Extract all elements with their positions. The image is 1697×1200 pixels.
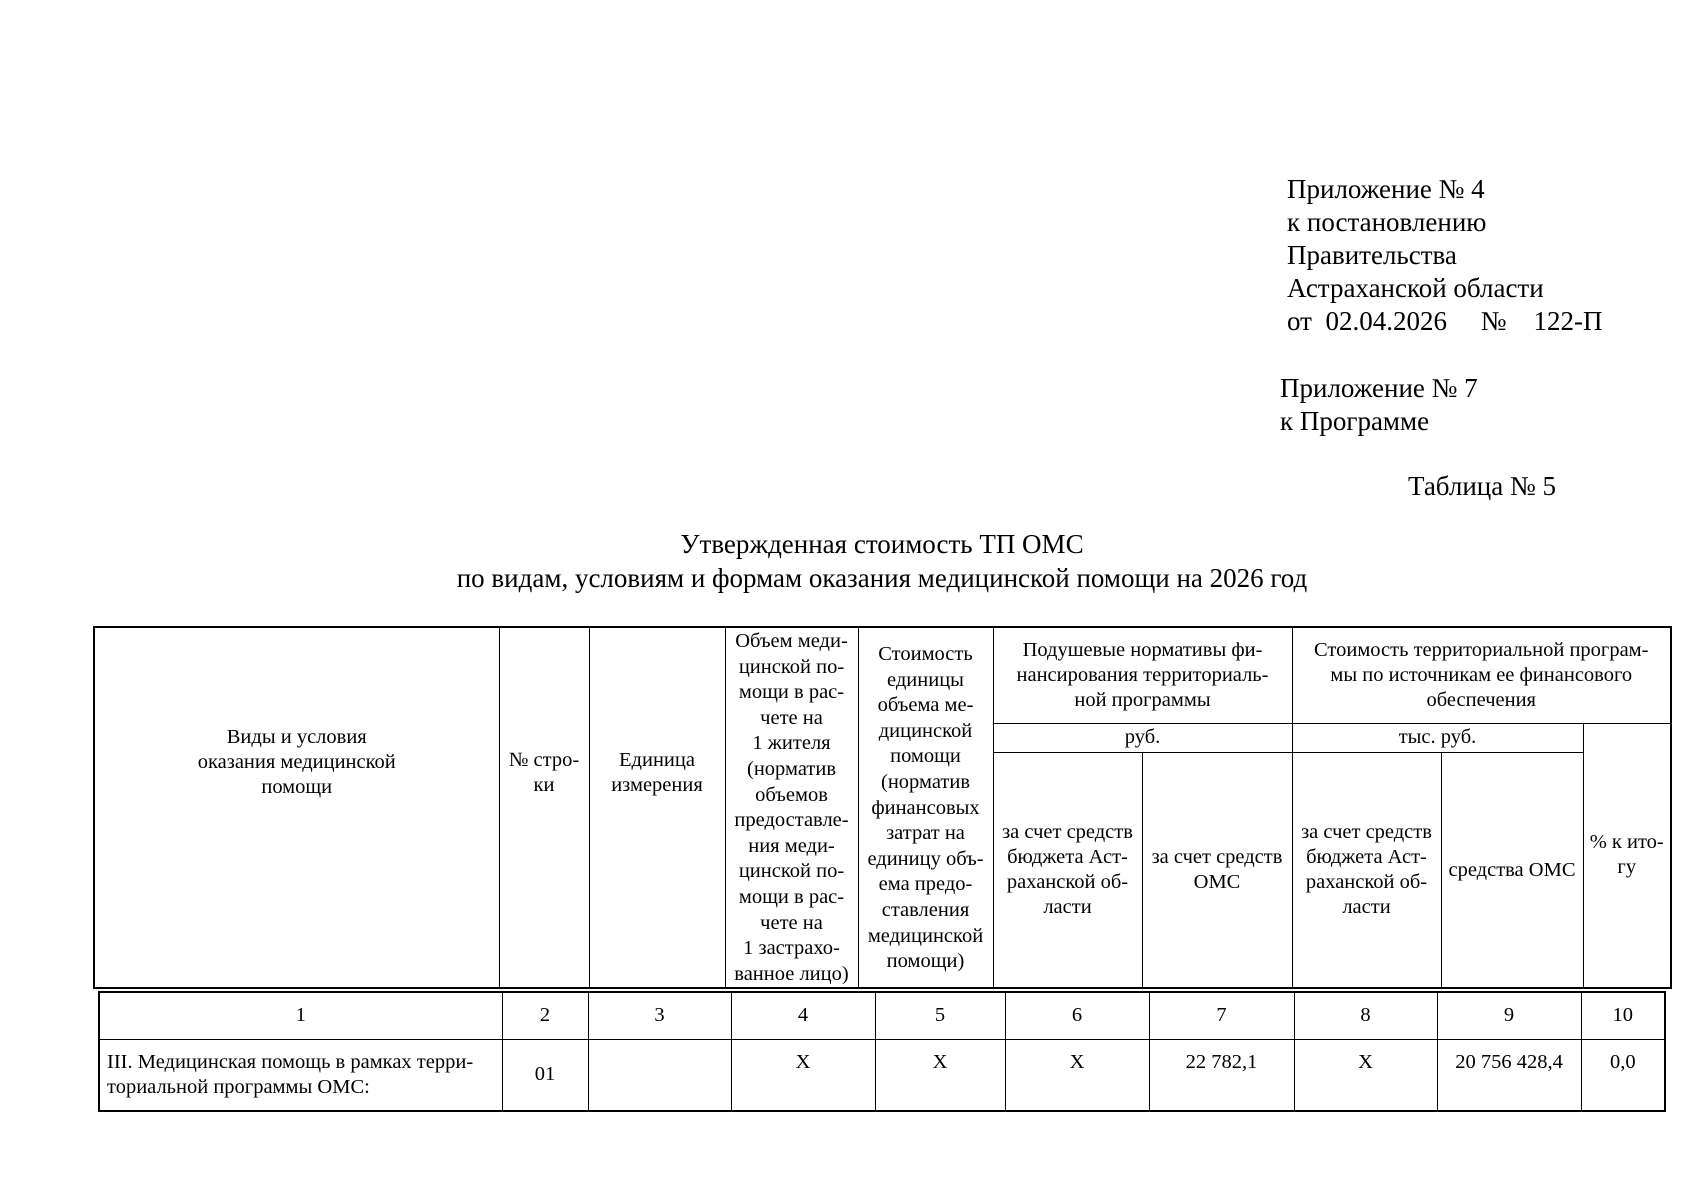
table-number: Таблица № 5: [1408, 471, 1556, 501]
appendix-4-block: [1287, 173, 1602, 338]
table-header: [93, 626, 1672, 989]
row-label: III. Медицинская помощь в рамках терри- ториальной программы ОМС:: [99, 1039, 502, 1111]
column-number: 10: [1581, 992, 1665, 1039]
header-unit-thousand-rub: тыс. руб.: [1292, 723, 1583, 752]
title-line: Утвержденная стоимость ТП ОМС: [680, 529, 1084, 559]
row-unit: [588, 1039, 731, 1111]
row-per-capita-oms: 22 782,1: [1149, 1039, 1294, 1111]
column-number: 4: [731, 992, 875, 1039]
row-percent: 0,0: [1581, 1039, 1665, 1111]
header-row-number: № стро- ки: [499, 627, 589, 988]
header-unit-rub: руб.: [993, 723, 1292, 752]
header-program-cost-group: Стоимость территориальной програм- мы по источникам ее финансового обеспечения: [1292, 627, 1671, 723]
appendix-7-line: к Программе: [1280, 406, 1430, 436]
appendix-4-line: к постановлению: [1287, 207, 1487, 237]
header-per-capita-group: Подушевые нормативы фи- нансирования территориаль- ной программы: [993, 627, 1292, 723]
header-program-oms-funds: средства ОМС: [1441, 752, 1583, 988]
appendix-4-date-number: от 02.04.2026 № 122-П: [1287, 306, 1603, 336]
column-number: 7: [1149, 992, 1294, 1039]
column-number: 2: [502, 992, 588, 1039]
document-title: [0, 527, 1697, 595]
header-per-capita-oms: за счет средств ОМС: [1142, 752, 1292, 988]
column-number: 5: [875, 992, 1005, 1039]
row-number: 01: [502, 1039, 588, 1111]
column-number: 1: [99, 992, 502, 1039]
row-program-oms: 20 756 428,4: [1437, 1039, 1581, 1111]
header-kinds-of-care: Виды и условия оказания медицинской помощи: [94, 627, 499, 988]
appendix-7-line: Приложение № 7: [1280, 373, 1478, 403]
row-unit-cost: X: [875, 1039, 1005, 1111]
row-program-budget: X: [1294, 1039, 1437, 1111]
appendix-4-line: Приложение № 4: [1287, 174, 1485, 204]
header-percent-of-total: % к ито- гу: [1583, 723, 1671, 988]
column-number-row: [99, 992, 1665, 1039]
appendix-7-block: [1280, 372, 1478, 438]
appendix-4-line: Правительства: [1287, 240, 1457, 270]
table-body: [98, 991, 1666, 1112]
header-volume: Объем меди- цинской по- мощи в рас- чете на 1 жителя (норматив объемов предоставле- ния меди- цинской по- мощи в рас- чете на 1 застрахо- ванное лицо): [725, 627, 858, 988]
row-per-capita-budget: X: [1005, 1039, 1149, 1111]
column-number: 3: [588, 992, 731, 1039]
title-line: по видам, условиям и формам оказания медицинской помощи на 2026 год: [456, 563, 1308, 593]
table-row: [99, 1039, 1665, 1111]
column-number: 8: [1294, 992, 1437, 1039]
column-number: 9: [1437, 992, 1581, 1039]
header-unit-cost: Стоимость единицы объема ме- дицинской помощи (норматив финансовых затрат на единицу объ- ема предо- ставления медицинской помощи): [858, 627, 993, 988]
header-program-budget: за счет средств бюджета Аст- раханской об- ласти: [1292, 752, 1441, 988]
row-volume: X: [731, 1039, 875, 1111]
appendix-4-line: Астраханской области: [1287, 273, 1544, 303]
header-per-capita-budget: за счет средств бюджета Аст- раханской об- ласти: [993, 752, 1142, 988]
column-number: 6: [1005, 992, 1149, 1039]
header-unit: Единица измерения: [589, 627, 725, 988]
